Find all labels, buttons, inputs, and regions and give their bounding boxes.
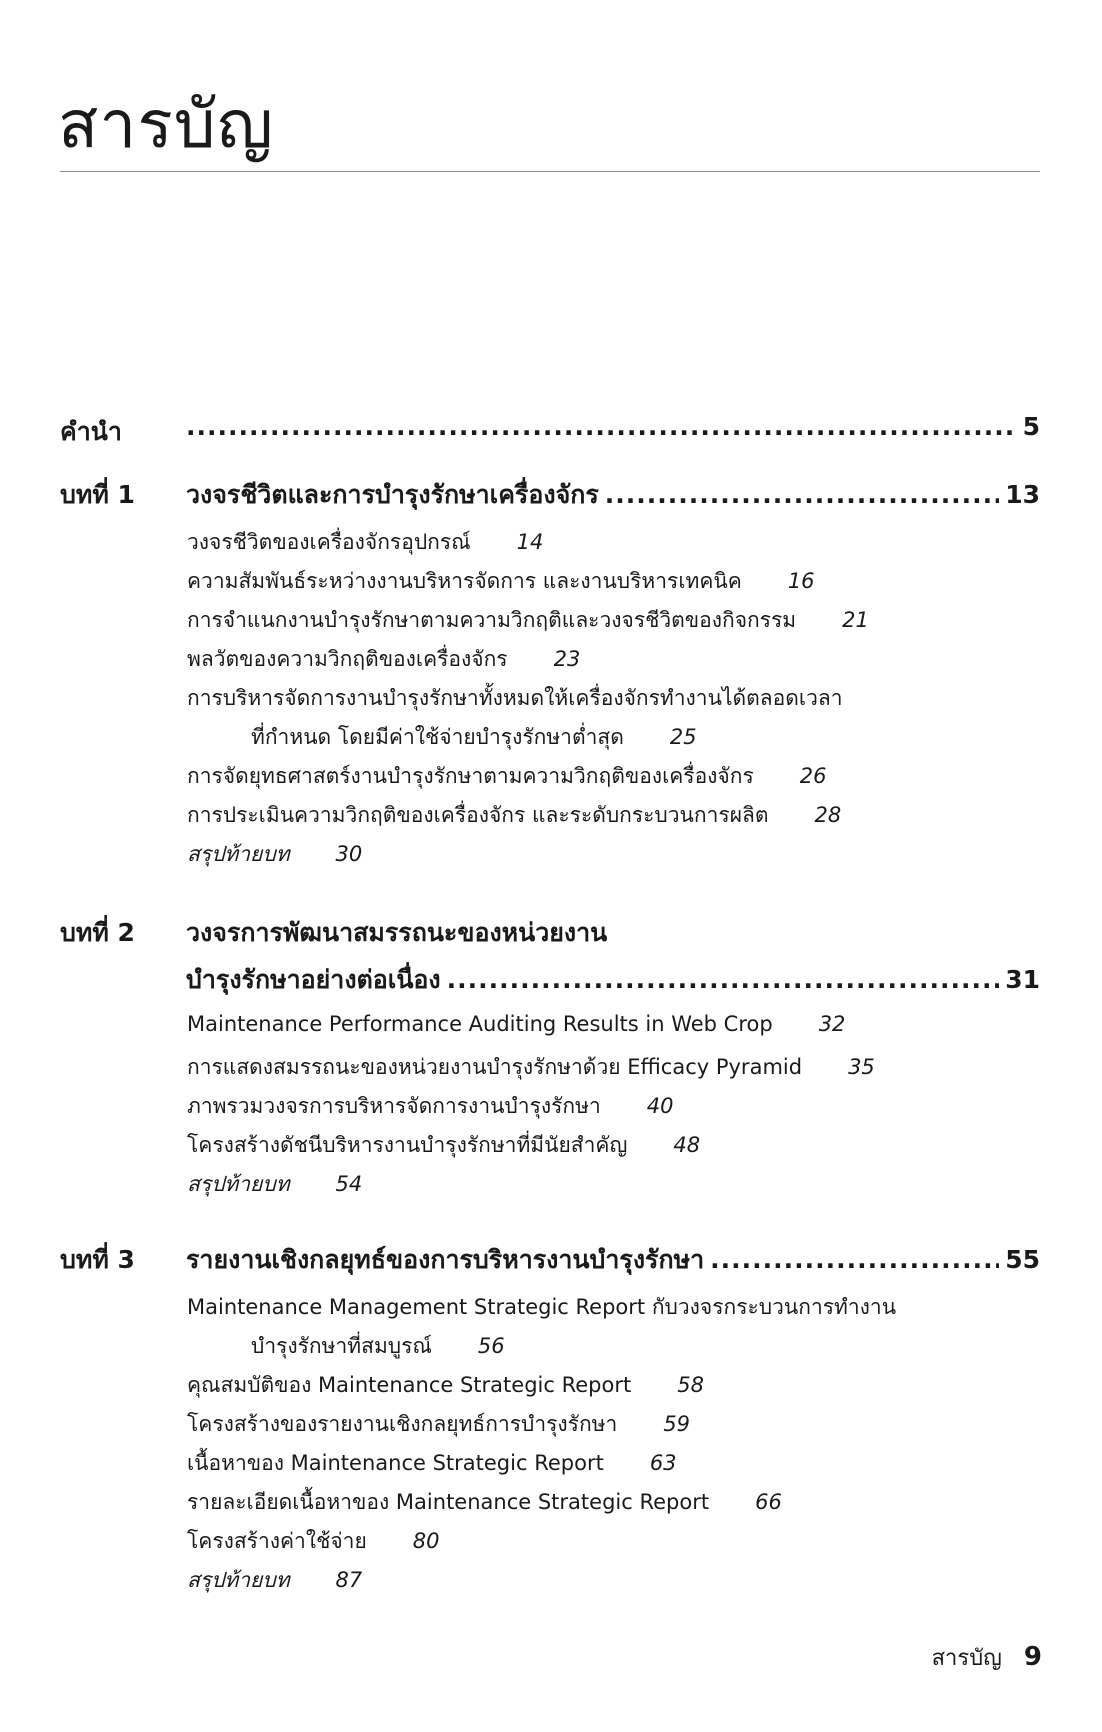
subentry-page: 87 xyxy=(335,1568,363,1592)
toc-subentry[interactable] xyxy=(187,1447,677,1480)
toc-subentry[interactable] xyxy=(187,1369,704,1402)
toc-subentry[interactable] xyxy=(187,604,869,637)
toc-subentry[interactable] xyxy=(187,1486,782,1519)
subentry-page: 48 xyxy=(673,1133,701,1157)
subentry-text: เนื้อหาของ Maintenance Strategic Report xyxy=(187,1451,604,1475)
subentry-page: 21 xyxy=(842,608,869,632)
subentry-page: 66 xyxy=(755,1490,782,1514)
subentry-text: ความสัมพันธ์ระหว่างงานบริหารจัดการ และงานบริหารเทคนิค xyxy=(187,569,742,593)
subentry-text: บำรุงรักษาที่สมบูรณ์ xyxy=(251,1334,432,1358)
toc-subentry[interactable] xyxy=(187,1090,673,1123)
subentry-page: 58 xyxy=(677,1373,704,1397)
toc-subentry-summary[interactable] xyxy=(187,838,362,871)
page-title: สารบัญ xyxy=(58,86,274,163)
preface-page: 5 xyxy=(1022,412,1040,441)
dot-leader xyxy=(605,480,999,509)
chapter-title: รายงานเชิงกลยุทธ์ของการบริหารงานบำรุงรักษา xyxy=(186,1245,705,1274)
subentry-page: 26 xyxy=(799,764,827,788)
chapter-title: บำรุงรักษาอย่างต่อเนื่อง xyxy=(186,965,441,994)
subentry-page: 80 xyxy=(412,1529,440,1553)
toc-subentry[interactable] xyxy=(187,565,815,598)
chapter-page: 13 xyxy=(1005,480,1040,509)
subentry-page: 14 xyxy=(516,530,544,554)
subentry-text: Maintenance Management Strategic Report กับวงจรกระบวนการทำงาน xyxy=(187,1295,897,1319)
toc-subentry[interactable] xyxy=(187,1051,875,1084)
subentry-text: โครงสร้างของรายงานเชิงกลยุทธ์การบำรุงรักษา xyxy=(187,1412,618,1436)
subentry-text: Maintenance Performance Auditing Results in Web Crop xyxy=(187,1012,773,1036)
toc-subentry-continuation[interactable] xyxy=(251,721,697,754)
chapter-page: 31 xyxy=(1005,965,1040,994)
subentry-text: การประเมินความวิกฤติของเครื่องจักร และระดับกระบวนการผลิต xyxy=(187,803,769,827)
footer-section-label: สารบัญ xyxy=(931,1646,1002,1671)
toc-subentry-summary[interactable] xyxy=(187,1168,362,1201)
subentry-text: ภาพรวมวงจรการบริหารจัดการงานบำรุงรักษา xyxy=(187,1094,601,1118)
toc-subentry-summary[interactable] xyxy=(187,1564,362,1597)
subentry-text: การจำแนกงานบำรุงรักษาตามความวิกฤติและวงจรชีวิตของกิจกรรม xyxy=(187,608,797,632)
subentry-text: วงจรชีวิตของเครื่องจักรอุปกรณ์ xyxy=(187,530,471,554)
subentry-page: 25 xyxy=(669,725,697,749)
subentry-text: การบริหารจัดการงานบำรุงรักษาทั้งหมดให้เครื่องจักรทำงานได้ตลอดเวลา xyxy=(187,686,843,710)
toc-subentry-continuation[interactable] xyxy=(251,1330,505,1363)
toc-subentry[interactable] xyxy=(187,1525,440,1558)
toc-subentry[interactable] xyxy=(187,1291,896,1324)
preface-label: คำนำ xyxy=(60,417,122,446)
subentry-text: ที่กำหนด โดยมีค่าใช้จ่ายบำรุงรักษาต่ำสุด xyxy=(251,725,624,749)
subentry-page: 23 xyxy=(553,647,581,671)
toc-subentry[interactable] xyxy=(187,1012,845,1036)
toc-subentry[interactable] xyxy=(187,1408,690,1441)
chapter-title: วงจรชีวิตและการบำรุงรักษาเครื่องจักร xyxy=(186,480,599,509)
toc-subentry[interactable] xyxy=(187,1129,700,1162)
subentry-page: 56 xyxy=(477,1334,505,1358)
subentry-text: สรุปท้ายบท xyxy=(187,1568,290,1592)
toc-subentry[interactable] xyxy=(187,799,841,832)
subentry-text: โครงสร้างดัชนีบริหารงานบำรุงรักษาที่มีนัยสำคัญ xyxy=(187,1133,628,1157)
subentry-text: สรุปท้ายบท xyxy=(187,1172,290,1196)
subentry-text: โครงสร้างค่าใช้จ่าย xyxy=(187,1529,367,1553)
toc-subentry[interactable] xyxy=(187,682,843,715)
toc-subentry[interactable] xyxy=(187,760,826,793)
chapter-label: บทที่ 3 xyxy=(60,1245,135,1274)
subentry-page: 40 xyxy=(646,1094,674,1118)
chapter-label: บทที่ 2 xyxy=(60,918,135,947)
subentry-text: สรุปท้ายบท xyxy=(187,842,290,866)
page-footer xyxy=(932,1640,1042,1675)
chapter-label: บทที่ 1 xyxy=(60,480,135,509)
subentry-page: 32 xyxy=(818,1012,846,1036)
subentry-text: รายละเอียดเนื้อหาของ Maintenance Strategic Report xyxy=(187,1490,710,1514)
toc-subentry[interactable] xyxy=(187,643,580,676)
subentry-page: 54 xyxy=(335,1172,363,1196)
subentry-text: การแสดงสมรรถนะของหน่วยงานบำรุงรักษาด้วย Efficacy Pyramid xyxy=(187,1055,803,1079)
subentry-page: 30 xyxy=(335,842,363,866)
subentry-page: 63 xyxy=(649,1451,677,1475)
subentry-text: พลวัตของความวิกฤติของเครื่องจักร xyxy=(187,647,508,671)
chapter-title-line1: วงจรการพัฒนาสมรรถนะของหน่วยงาน xyxy=(186,918,608,947)
subentry-page: 35 xyxy=(848,1055,875,1079)
subentry-page: 28 xyxy=(814,803,842,827)
subentry-text: คุณสมบัติของ Maintenance Strategic Report xyxy=(187,1373,632,1397)
dot-leader xyxy=(710,1245,999,1274)
subentry-page: 59 xyxy=(663,1412,691,1436)
title-divider xyxy=(60,171,1040,172)
chapter-page: 55 xyxy=(1005,1245,1040,1274)
dot-leader xyxy=(447,965,1000,994)
toc-subentry[interactable] xyxy=(187,526,543,559)
dot-leader xyxy=(186,412,1017,441)
page-number: 9 xyxy=(1023,1642,1042,1672)
subentry-page: 16 xyxy=(787,569,815,593)
subentry-text: การจัดยุทธศาสตร์งานบำรุงรักษาตามความวิกฤติของเครื่องจักร xyxy=(187,764,754,788)
